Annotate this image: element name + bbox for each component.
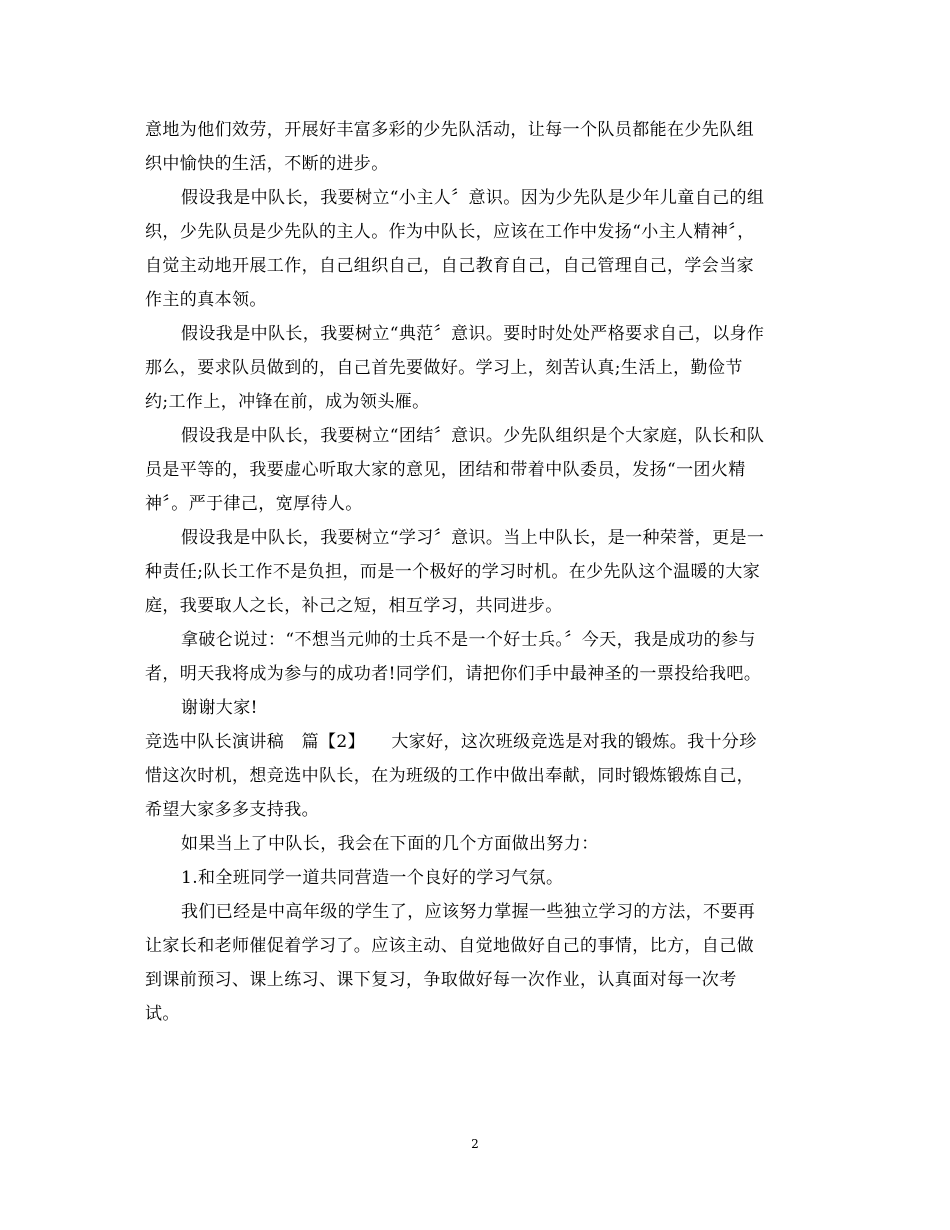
text-line: 织，少先队员是少先队的主人。作为中队长，应该在工作中发扬“小主人精神〞， [145, 222, 755, 242]
text-line: 希望大家多多支持我。 [145, 800, 319, 820]
text-line: 庭，我要取人之长，补己之短，相互学习，共同进步。 [145, 596, 563, 616]
text-line: 自觉主动地开展工作，自己组织自己，自己教育自己，自己管理自己，学会当家 [145, 256, 754, 276]
paragraph-first-line: 我们已经是中高年级的学生了，应该努力掌握一些独立学习的方法，不要再 [181, 902, 756, 922]
paragraph-first-line: 如果当上了中队长，我会在下面的几个方面做出努力： [181, 834, 599, 854]
paragraph-first-line: 假设我是中队长，我要树立“小主人〞意识。因为少先队是少年儿童自己的组 [181, 188, 765, 208]
text-line: 神〞。严于律己，宽厚待人。 [145, 494, 363, 514]
list-item: 1.和全班同学一道共同营造一个良好的学习气氛。 [181, 868, 564, 888]
text-line: 试。 [145, 1004, 180, 1024]
text-line: 到课前预习、课上练习、课下复习，争取做好每一次作业，认真面对每一次考 [145, 970, 737, 990]
paragraph-first-line: 谢谢大家! [181, 698, 258, 718]
text-line: 让家长和老师催促着学习了。应该主动、自觉地做好自己的事情，比方，自己做 [145, 936, 754, 956]
text-line: 约;工作上，冲锋在前，成为领头雁。 [145, 392, 430, 412]
page-number: 2 [471, 1137, 479, 1151]
section-heading-line: 竞选中队长演讲稿 篇【2】 大家好，这次班级竞选是对我的锻炼。我十分珍 [145, 732, 757, 752]
paragraph-first-line: 假设我是中队长，我要树立“学习〞意识。当上中队长，是一种荣誉，更是一 [181, 528, 765, 548]
text-line: 者，明天我将成为参与的成功者!同学们，请把你们手中最神圣的一票投给我吧。 [145, 664, 762, 684]
text-line: 员是平等的，我要虚心听取大家的意见，团结和带着中队委员，发扬“一团火精 [145, 460, 746, 480]
paragraph-first-line: 拿破仑说过：“不想当元帅的士兵不是一个好士兵。〞今天，我是成功的参与 [181, 630, 756, 650]
text-line: 作主的真本领。 [145, 290, 267, 310]
text-line: 织中愉快的生活，不断的进步。 [145, 154, 389, 174]
text-line: 种责任;队长工作不是负担，而是一个极好的学习时机。在少先队这个温暖的大家 [145, 562, 761, 582]
text-line: 那么，要求队员做到的，自己首先要做好。学习上，刻苦认真;生活上，勤俭节 [145, 358, 743, 378]
paragraph-first-line: 假设我是中队长，我要树立“典范〞意识。要时时处处严格要求自己，以身作 [181, 324, 765, 344]
text-line: 意地为他们效劳，开展好丰富多彩的少先队活动，让每一个队员都能在少先队组 [145, 120, 754, 140]
text-line: 惜这次时机，想竞选中队长，在为班级的工作中做出奉献，同时锻炼锻炼自己， [145, 766, 754, 786]
paragraph-first-line: 假设我是中队长，我要树立“团结〞意识。少先队组织是个大家庭，队长和队 [181, 426, 765, 446]
